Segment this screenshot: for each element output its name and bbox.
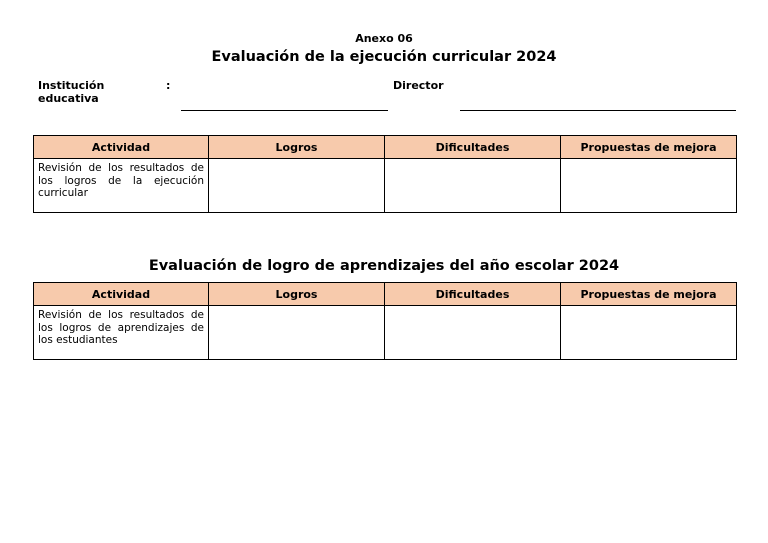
table-header-row [34,283,737,306]
column-header-difficulties: Dificultades [385,283,561,306]
page-title: Evaluación de la ejecución curricular 2024 [211,49,557,65]
column-header-activity: Actividad [34,136,209,159]
difficulties-cell[interactable] [385,306,561,360]
table-header-row [34,136,737,159]
institution-colon: : [166,79,171,92]
activity-cell: Revisión de los resultados de los logros de la ejecución curricular [34,159,209,213]
column-header-achievements: Logros [209,283,385,306]
curricular-evaluation-table [33,135,737,213]
column-header-achievements: Logros [209,136,385,159]
institution-label: Institución educativa [38,79,105,105]
column-header-proposals: Propuestas de mejora [561,283,737,306]
table-row [34,306,737,360]
director-input-line[interactable] [460,110,736,111]
achievements-cell[interactable] [209,159,385,213]
learning-evaluation-table [33,282,737,360]
achievements-cell[interactable] [209,306,385,360]
institution-input-line[interactable] [181,110,388,111]
column-header-proposals: Propuestas de mejora [561,136,737,159]
section-title: Evaluación de logro de aprendizajes del año escolar 2024 [148,258,620,274]
column-header-difficulties: Dificultades [385,136,561,159]
difficulties-cell[interactable] [385,159,561,213]
director-label: Director [393,79,444,92]
annex-label: Anexo 06 [355,32,413,45]
proposals-cell[interactable] [561,159,737,213]
table-row [34,159,737,213]
activity-cell: Revisión de los resultados de los logros de aprendizajes de los estudiantes [34,306,209,360]
proposals-cell[interactable] [561,306,737,360]
column-header-activity: Actividad [34,283,209,306]
